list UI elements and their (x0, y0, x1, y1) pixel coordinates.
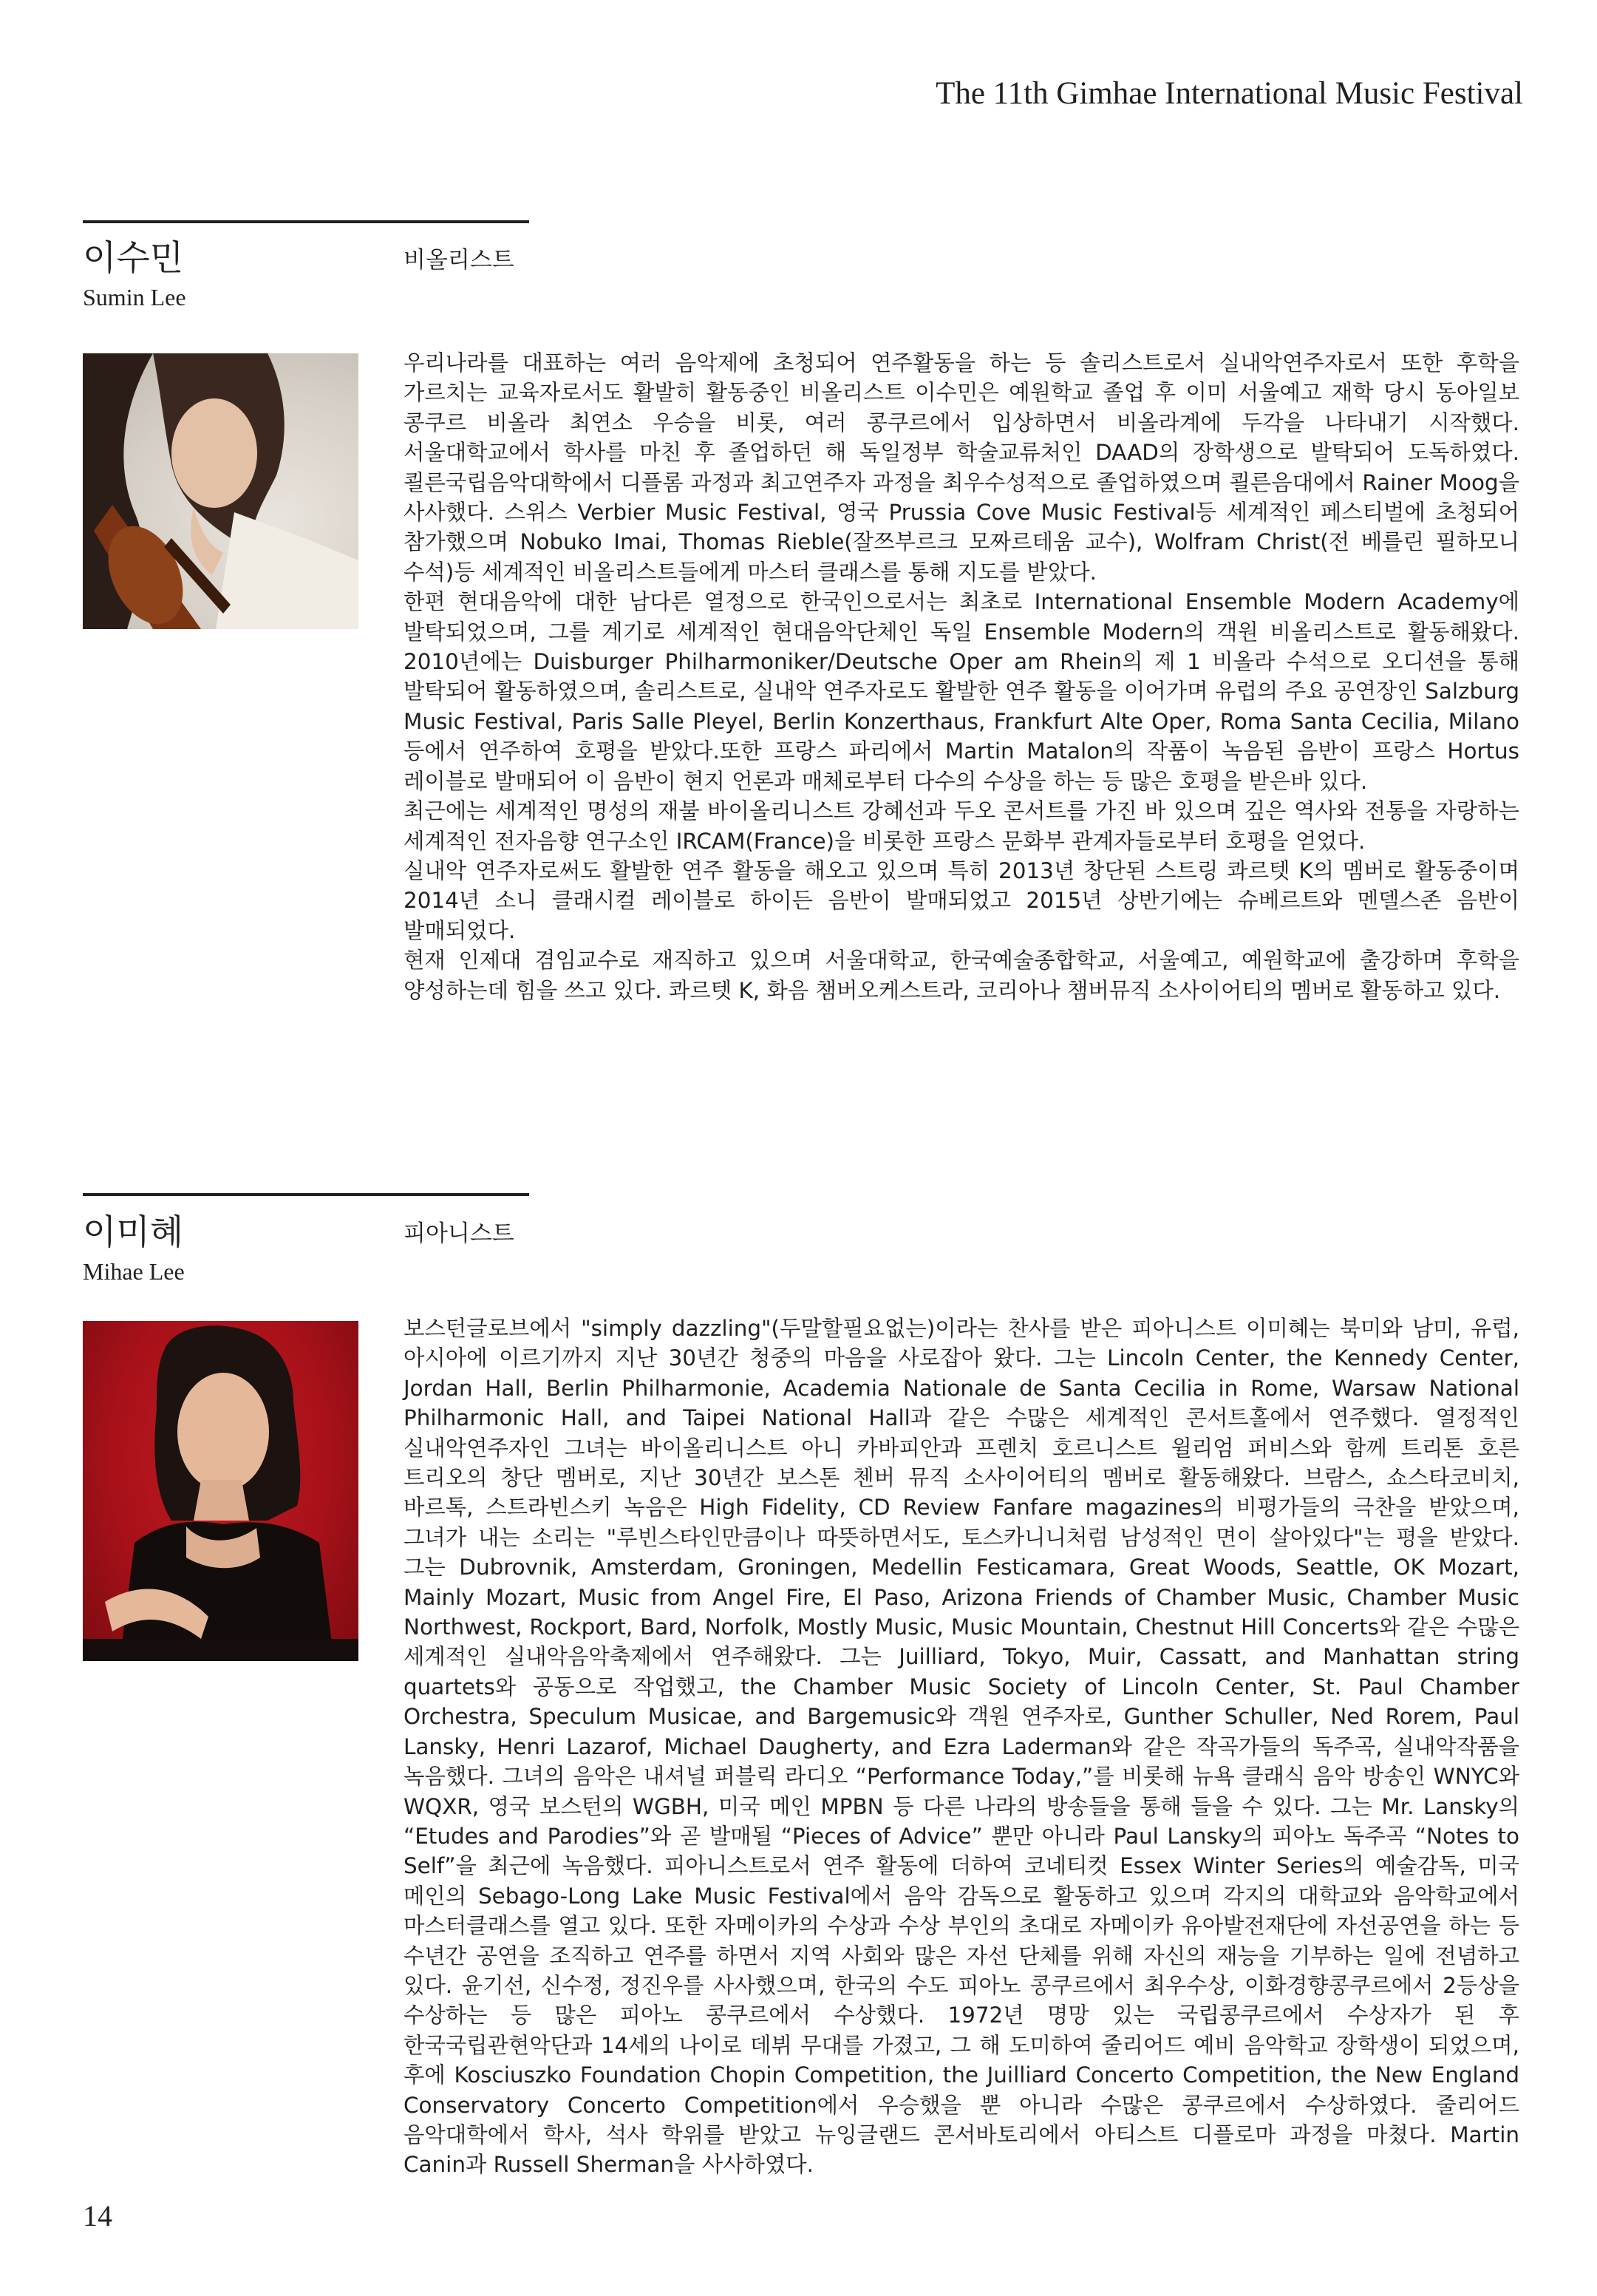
bio-paragraph: 현재 인제대 겸임교수로 재직하고 있으며 서울대학교, 한국예술종합학교, 서울예고, 예원학교에 출강하며 후학을 양성하는데 힘을 쓰고 있다. 콰르텟 K, 화음 챔버오케스트라, 코리아나 챔버뮤직 소사이어티의 멤버로 활동하고 있다. (403, 948, 1519, 1003)
artist-biography (403, 348, 1519, 1005)
bio-paragraph: 우리나라를 대표하는 여러 음악제에 초청되어 연주활동을 하는 등 솔리스트로서 실내악연주자로서 또한 후학을 가르치는 교육자로서도 활발히 활동중인 비올리스트 이수민은 예원학교 졸업 후 이미 서울예고 재학 당시 동아일보 콩쿠르 비올라 최연소 우승을 비롯, 여러 콩쿠르에서 입상하면서 비올라계에 두각을 나타내기 시작했다. 서울대학교에서 학사를 마친 후 졸업하던 해 독일정부 학술교류처인 DAAD의 장학생으로 발탁되어 도독하였다. 쾰른국립음악대학에서 디플롬 과정과 최고연주자 과정을 최우수성적으로 졸업하였으며 쾰른음대에서 Rainer Moog을 사사했다. 스위스 Verbier Music Festival, 영국 Prussia Cove Music Festival등 세계적인 페스티벌에 초청되어 참가했으며 Nobuko Imai, Thomas Rieble(잘쯔부르크 모짜르테움 교수), Wolfram Christ(전 베를린 필하모니 수석)등 세계적인 비올리스트들에게 마스터 클래스를 통해 지도를 받았다. (403, 350, 1519, 585)
bio-paragraph: 실내악 연주자로써도 활발한 연주 활동을 해오고 있으며 특히 2013년 창단된 스트링 콰르텟 K의 멤버로 활동중이며 2014년 소니 클래시컬 레이블로 하이든 음반이 발매되었고 2015년 상반기에는 슈베르트와 멘델스존 음반이 발매되었다. (403, 857, 1519, 943)
festival-title: The 11th Gimhae International Music Festival (936, 76, 1523, 111)
artist-photo (83, 1321, 358, 1661)
artist-name-korean: 이수민 (83, 238, 184, 279)
artist-name-english: Sumin Lee (83, 284, 186, 310)
artist-role: 피아니스트 (403, 1220, 514, 1247)
bio-paragraph: 최근에는 세계적인 명성의 재불 바이올리니스트 강혜선과 두오 콘서트를 가진 바 있으며 깊은 역사와 전통을 자랑하는 세계적인 전자음향 연구소인 IRCAM(France)을 비롯한 프랑스 문화부 관계자들로부터 호평을 얻었다. (403, 798, 1519, 854)
artist-photo (83, 353, 358, 629)
section-divider (83, 1193, 529, 1196)
section-divider (83, 220, 529, 223)
artist-name-korean: 이미혜 (83, 1212, 184, 1253)
bio-paragraph: 보스턴글로브에서 "simply dazzling"(두말할필요없는)이라는 찬사를 받은 피아니스트 이미혜는 북미와 남미, 유럽, 아시아에 이르기까지 지난 30년간 청중의 마음을 사로잡아 왔다. 그는 Lincoln Center, the Kennedy Center, Jordan Hall, Berlin Philharmonie, Academia Nationale de Santa Cecilia in Rome, Warsaw National Philharmonic Hall, and Taipei National Hall과 같은 수많은 세계적인 콘서트홀에서 연주했다. 열정적인 실내악연주자인 그녀는 바이올리니스트 아니 카바피안과 프렌치 호르니스트 윌리엄 퍼비스와 함께 트리톤 호른 트리오의 창단 멤버로, 지난 30년간 보스톤 첸버 뮤직 소사이어티의 멤버로 활동해왔다. 브람스, 쇼스타코비치, 바르톡, 스트라빈스키 녹음은 High Fidelity, CD Review Fanfare magazines의 비평가들의 극찬을 받았으며, 그녀가 내는 소리는 "루빈스타인만큼이나 따뜻하면서도, 토스카니니처럼 남성적인 면이 살아있다"는 평을 받았다. 그는 Dubrovnik, Amsterdam, Groningen, Medellin Festicamara, Great Woods, Seattle, OK Mozart, Mainly Mozart, Music from Angel Fire, El Paso, Arizona Friends of Chamber Music, Chamber Music Northwest, Rockport, Bard, Norfolk, Mostly Music, Music Mountain, Chestnut Hill Concerts와 같은 수많은 세계적인 실내악음악축제에서 연주해왔다. 그는 Juilliard, Tokyo, Muir, Cassatt, and Manhattan string quartets와 공동으로 작업했고, the Chamber Music Society of Lincoln Center, St. Paul Chamber Orchestra, Speculum Musicae, and Bargemusic와 객원 연주자로, Gunther Schuller, Ned Rorem, Paul Lansky, Henri Lazarof, Michael Daugherty, and Ezra Laderman와 같은 작곡가들의 독주곡, 실내악작품을 녹음했다. 그녀의 음악은 내셔널 퍼블릭 라디오 “Performance Today,”를 비롯해 뉴욕 클래식 음악 방송인 WNYC와 WQXR, 영국 보스턴의 WGBH, 미국 메인 MPBN 등 다른 나라의 방송들을 통해 들을 수 있다. 그는 Mr. Lansky의 “Etudes and Parodies”와 곧 발매될 “Pieces of Advice” 뿐만 아니라 Paul Lansky의 피아노 독주곡 “Notes to Self”을 최근에 녹음했다. 피아니스트로서 연주 활동에 더하여 코네티컷 Essex Winter Series의 예술감독, 미국 메인의 Sebago-Long Lake Music Festival에서 음악 감독으로 활동하고 있으며 각지의 대학교와 음악학교에서 마스터클래스를 열고 있다. 또한 자메이카의 수상과 수상 부인의 초대로 자메이카 유아발전재단에 자선공연을 하는 등 수년간 공연을 조직하고 연주를 하면서 지역 사회와 많은 자선 단체를 위해 자신의 재능을 기부하는 일에 전념하고 있다. 윤기선, 신수정, 정진우를 사사했으며, 한국의 수도 피아노 콩쿠르에서 최우수상, 이화경향콩쿠르에서 2등상을 수상하는 등 많은 피아노 콩쿠르에서 수상했다. 1972년 명망 있는 국립콩쿠르에서 수상자가 된 후 한국국립관현악단과 14세의 나이로 데뷔 무대를 가졌고, 그 해 도미하여 줄리어드 예비 음악학교 장학생이 되었으며, 후에 Kosciuszko Foundation Chopin Competition, the Juilliard Concerto Competition, the New England Conservatory Concerto Competition에서 우승했을 뿐 아니라 수많은 콩쿠르에서 수상하였다. 줄리어드 음악대학에서 학사, 석사 학위를 받았고 뉴잉글랜드 콘서바토리에서 아티스트 디플로마 과정을 마쳤다. Martin Canin과 Russell Sherman을 사사하였다. (403, 1316, 1520, 2178)
bio-paragraph: 한편 현대음악에 대한 남다른 열정으로 한국인으로서는 최초로 International Ensemble Modern Academy에 발탁되었으며, 그를 계기로 세계적인 현대음악단체인 독일 Ensemble Modern의 객원 비올리스트로 활동해왔다. 2010년에는 Duisburger Philharmoniker/Deutsche Oper am Rhein의 제 1 비올라 수석으로 오디션을 통해 발탁되어 활동하였으며, 솔리스트로, 실내악 연주자로도 활발한 연주 활동을 이어가며 유럽의 주요 공연장인 Salzburg Music Festival, Paris Salle Pleyel, Berlin Konzerthaus, Frankfurt Alte Oper, Roma Santa Cecilia, Milano 등에서 연주하여 호평을 받았다.또한 프랑스 파리에서 Martin Matalon의 작품이 녹음된 음반이 프랑스 Hortus 레이블로 발매되어 이 음반이 현지 언론과 매체로부터 다수의 수상을 하는 등 많은 호평을 받은바 있다. (403, 589, 1519, 794)
artist-role: 비올리스트 (403, 247, 514, 274)
artist-biography (403, 1314, 1519, 2180)
artist-name-english: Mihae Lee (83, 1258, 185, 1285)
page-number: 14 (83, 2199, 112, 2232)
